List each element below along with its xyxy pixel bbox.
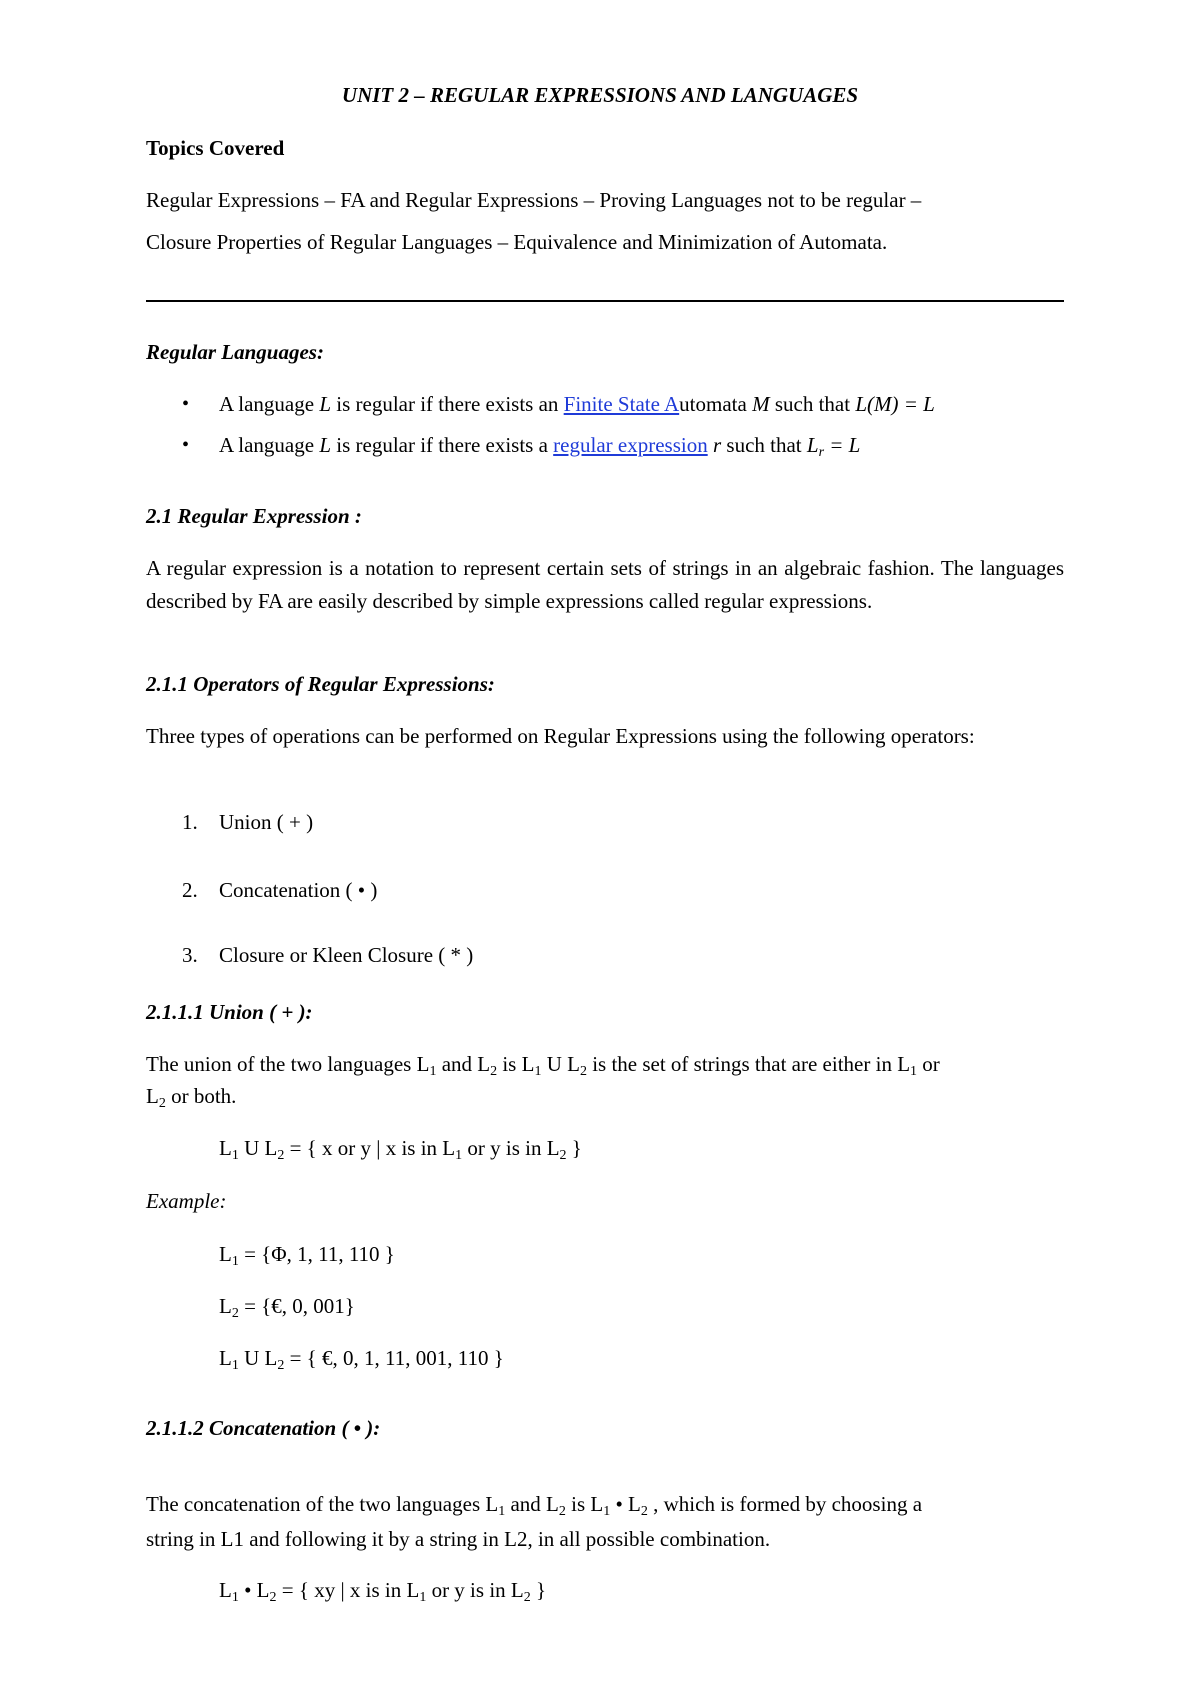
example-union-result [219, 1346, 504, 1371]
subscript: 1 [455, 1148, 463, 1163]
text-span: M [752, 392, 770, 416]
concat-body-line-1 [146, 1492, 922, 1517]
text-span: or both. [165, 1084, 237, 1108]
example-l1 [219, 1242, 395, 1267]
text-span: utomata [679, 392, 747, 416]
text-span: } [530, 1578, 547, 1602]
bullet-icon: • [182, 434, 190, 456]
text-span: is regular if there exists a [331, 433, 554, 457]
subscript: 2 [231, 1306, 239, 1321]
text-span: and L [505, 1492, 559, 1516]
text-span: is the set of strings that are either in L [586, 1052, 911, 1076]
text-span: L [146, 1084, 159, 1108]
subscript: 1 [231, 1590, 239, 1605]
text-span: L(M) = L [855, 392, 935, 416]
bullet-item-fsa [219, 392, 935, 417]
text-span: L [319, 392, 331, 416]
section-2-1-1-2-heading: 2.1.1.2 Concatenation ( • ): [146, 1416, 381, 1440]
topics-line-2: Closure Properties of Regular Languages – Equivalence and Minimization of Automata. [146, 230, 888, 254]
text-span: The union of the two languages L [146, 1052, 430, 1076]
link-regular-expression[interactable]: regular expression [553, 433, 708, 457]
subscript: 2 [558, 1504, 566, 1519]
text-span: U L [541, 1052, 580, 1076]
subscript: 2 [158, 1096, 166, 1111]
section-2-1-heading: 2.1 Regular Expression : [146, 504, 362, 528]
section-2-1-body: A regular expression is a notation to represent certain sets of strings in an algebraic fashion. The languages described by FA are easily described by simple expressions called regular expressions. [146, 556, 1064, 613]
text-span: L [219, 1578, 232, 1602]
horizontal-divider [146, 300, 1064, 302]
text-span: U L [238, 1136, 278, 1160]
text-span: = {€, 0, 001} [238, 1294, 355, 1318]
text-span: • L [238, 1578, 270, 1602]
subscript: 2 [579, 1064, 587, 1079]
subscript: 2 [490, 1064, 498, 1079]
subscript: 2 [277, 1148, 285, 1163]
subscript: 1 [231, 1358, 239, 1373]
text-span: The concatenation of the two languages L [146, 1492, 499, 1516]
list-item-concatenation: Concatenation ( • ) [219, 878, 378, 902]
text-span: = { x or y | x is in L [284, 1136, 456, 1160]
text-span: is L [565, 1492, 604, 1516]
subscript: 1 [498, 1504, 506, 1519]
text-span: U L [238, 1346, 278, 1370]
list-item-closure: Closure or Kleen Closure ( * ) [219, 943, 474, 967]
topics-heading: Topics Covered [146, 136, 285, 160]
example-l2 [219, 1294, 355, 1319]
list-item-number: 2. [182, 878, 198, 902]
text-span: = { xy | x is in L [276, 1578, 420, 1602]
text-span: } [566, 1136, 582, 1160]
subscript: 1 [910, 1064, 918, 1079]
text-span: or y is in L [426, 1578, 524, 1602]
text-span: such that [769, 392, 856, 416]
text-span: L [219, 1136, 232, 1160]
subscript: 1 [603, 1504, 611, 1519]
text-span: or [917, 1052, 940, 1076]
text-span: L [219, 1242, 232, 1266]
text-span: L [219, 1346, 232, 1370]
text-span: L [319, 433, 331, 457]
text-span: and L [436, 1052, 491, 1076]
concat-body-line-2: string in L1 and following it by a string in L2, in all possible combination. [146, 1527, 771, 1551]
text-span: A language [219, 433, 320, 457]
subscript: 2 [640, 1504, 648, 1519]
bullet-icon: • [182, 393, 190, 415]
union-formula [219, 1136, 582, 1161]
text-span: = L [824, 433, 861, 457]
subscript: 1 [534, 1064, 542, 1079]
text-span: , which is formed by choosing a [647, 1492, 923, 1516]
example-label: Example: [146, 1189, 227, 1213]
text-span: L [219, 1294, 232, 1318]
text-span: = { €, 0, 1, 11, 001, 110 } [284, 1346, 504, 1370]
section-2-1-1-heading: 2.1.1 Operators of Regular Expressions: [146, 672, 495, 696]
text-span: or y is in L [462, 1136, 560, 1160]
link-finite-state-automata[interactable]: Finite State A [563, 392, 680, 416]
text-span: • L [610, 1492, 641, 1516]
subscript: 2 [269, 1590, 277, 1605]
list-item-union: Union ( + ) [219, 810, 314, 834]
subscript: 1 [429, 1064, 437, 1079]
concat-formula [219, 1578, 546, 1603]
page-title: UNIT 2 – REGULAR EXPRESSIONS AND LANGUAGES [341, 83, 859, 107]
topics-line-1: Regular Expressions – FA and Regular Expressions – Proving Languages not to be regular – [146, 188, 922, 212]
subscript: 2 [277, 1358, 285, 1373]
subscript: 1 [231, 1148, 239, 1163]
text-span: L [806, 433, 819, 457]
list-item-number: 1. [182, 810, 198, 834]
subscript: r [818, 445, 825, 460]
text-span: r [712, 433, 722, 457]
text-span: A language [219, 392, 320, 416]
list-item-number: 3. [182, 943, 198, 967]
subscript: 2 [559, 1148, 567, 1163]
text-span: is L [497, 1052, 535, 1076]
text-span: = {Φ, 1, 11, 110 } [238, 1242, 395, 1266]
section-2-1-1-1-heading: 2.1.1.1 Union ( + ): [146, 1000, 313, 1024]
subscript: 2 [523, 1590, 531, 1605]
text-span: is regular if there exists an [331, 392, 564, 416]
subscript: 1 [419, 1590, 427, 1605]
union-body-line-2 [146, 1084, 236, 1109]
text-span: such that [721, 433, 807, 457]
union-body-line-1 [146, 1052, 940, 1077]
regular-languages-heading: Regular Languages: [146, 340, 324, 364]
subscript: 1 [231, 1254, 239, 1269]
bullet-item-regex [219, 433, 860, 458]
section-2-1-1-body: Three types of operations can be performed on Regular Expressions using the following operators: [146, 724, 975, 748]
